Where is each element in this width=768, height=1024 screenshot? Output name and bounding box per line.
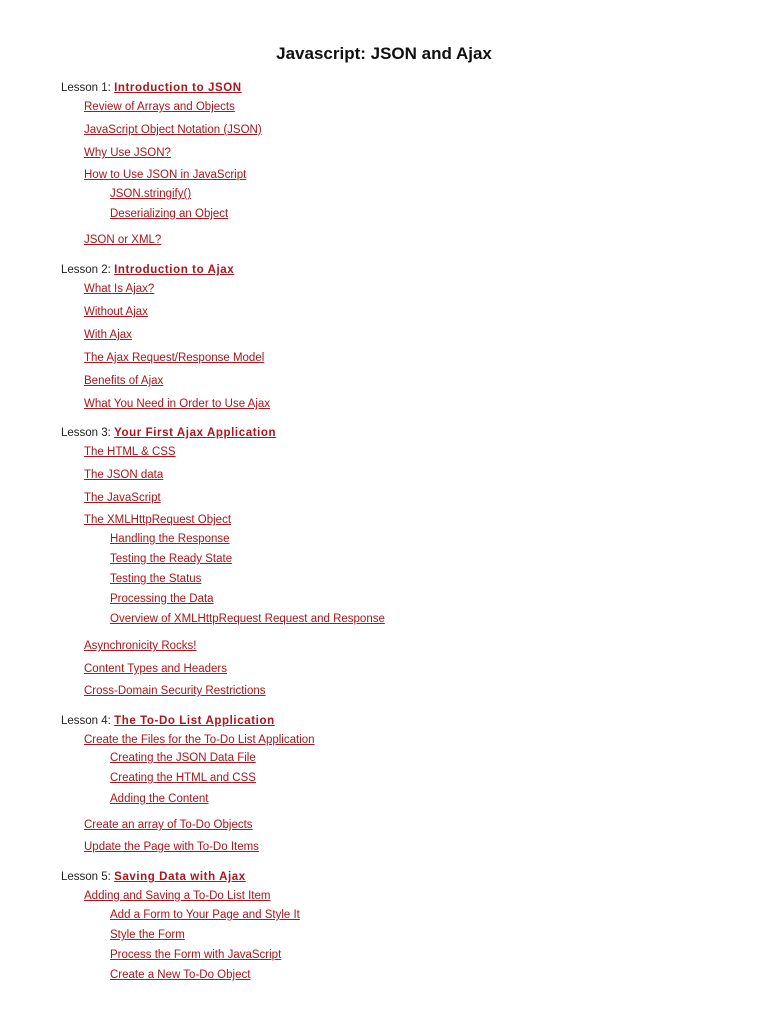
- toc-sublink[interactable]: Overview of XMLHttpRequest Request and Response: [110, 613, 385, 625]
- toc-sublink[interactable]: Testing the Ready State: [110, 553, 233, 565]
- toc-sublink[interactable]: Adding the Content: [110, 793, 209, 805]
- lesson-title-link[interactable]: The To-Do List Application: [114, 715, 275, 727]
- toc-link[interactable]: Adding and Saving a To-Do List Item: [84, 890, 271, 902]
- toc-sublink[interactable]: Processing the Data: [110, 593, 214, 605]
- toc-link[interactable]: Update the Page with To-Do Items: [84, 841, 259, 853]
- toc-link[interactable]: The JSON data: [84, 469, 164, 481]
- toc-sublink[interactable]: Create a New To-Do Object: [110, 969, 251, 981]
- lesson-title-link[interactable]: Introduction to Ajax: [114, 264, 235, 276]
- toc-link[interactable]: Create the Files for the To-Do List Application: [84, 734, 315, 746]
- lesson-heading: [61, 426, 276, 440]
- toc-link[interactable]: How to Use JSON in JavaScript: [84, 169, 247, 181]
- lesson-prefix: Lesson 1:: [61, 82, 115, 94]
- lesson-title-link[interactable]: Your First Ajax Application: [114, 427, 277, 439]
- toc-link[interactable]: With Ajax: [84, 329, 132, 341]
- page-title: Javascript: JSON and Ajax: [276, 44, 492, 63]
- lesson-heading: [61, 870, 246, 884]
- toc-link[interactable]: JSON or XML?: [84, 234, 162, 246]
- toc-link[interactable]: JavaScript Object Notation (JSON): [84, 124, 262, 136]
- toc-link[interactable]: What Is Ajax?: [84, 283, 155, 295]
- toc-link[interactable]: The XMLHttpRequest Object: [84, 514, 232, 526]
- toc-link[interactable]: The HTML & CSS: [84, 446, 176, 458]
- lesson-prefix: Lesson 3:: [61, 427, 115, 439]
- toc-sublink[interactable]: Testing the Status: [110, 573, 202, 585]
- toc-sublink[interactable]: JSON.stringify(): [110, 188, 192, 200]
- toc-link[interactable]: Create an array of To-Do Objects: [84, 819, 253, 831]
- toc-sublink[interactable]: Style the Form: [110, 929, 185, 941]
- toc-link[interactable]: The JavaScript: [84, 492, 161, 504]
- lesson-prefix: Lesson 5:: [61, 871, 115, 883]
- toc-sublink[interactable]: Deserializing an Object: [110, 208, 229, 220]
- lesson-title-link[interactable]: Introduction to JSON: [114, 82, 242, 94]
- toc-link[interactable]: Cross-Domain Security Restrictions: [84, 685, 266, 697]
- toc-link[interactable]: Asynchronicity Rocks!: [84, 640, 197, 652]
- toc-link[interactable]: The Ajax Request/Response Model: [84, 352, 265, 364]
- lesson-prefix: Lesson 2:: [61, 264, 115, 276]
- toc-link[interactable]: Benefits of Ajax: [84, 375, 164, 387]
- lesson-title-link[interactable]: Saving Data with Ajax: [114, 871, 246, 883]
- toc-link[interactable]: Without Ajax: [84, 306, 148, 318]
- toc-sublink[interactable]: Process the Form with JavaScript: [110, 949, 282, 961]
- lesson-prefix: Lesson 4:: [61, 715, 115, 727]
- toc-sublink[interactable]: Handling the Response: [110, 533, 230, 545]
- toc-sublink[interactable]: Creating the HTML and CSS: [110, 772, 256, 784]
- toc-link[interactable]: Content Types and Headers: [84, 663, 227, 675]
- toc-sublink[interactable]: Add a Form to Your Page and Style It: [110, 909, 300, 921]
- toc-sublink[interactable]: Creating the JSON Data File: [110, 752, 256, 764]
- lesson-heading: [61, 81, 242, 95]
- toc-link[interactable]: Review of Arrays and Objects: [84, 101, 235, 113]
- lesson-heading: [61, 263, 234, 277]
- toc-link[interactable]: What You Need in Order to Use Ajax: [84, 398, 271, 410]
- toc-link[interactable]: Why Use JSON?: [84, 147, 171, 159]
- lesson-heading: [61, 714, 275, 728]
